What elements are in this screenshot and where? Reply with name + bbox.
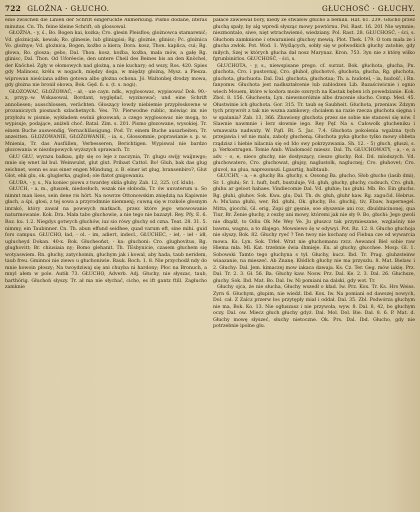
text-columns	[5, 18, 415, 510]
running-head	[5, 4, 415, 16]
entry-paragraph: GŁOZOWAC, GŁOŻOWAĆ, - ał, - uie cayn. ndk., wyglosowac, wypisować Dok. 90.-x, przyp.-w. Wskasowal, Bordant, wyględać, wyzinować; und eine Schrift annoliesen; ausschlossen, verächten. Głoszący łowdy niebiemie przypłoskowne w prozaniczych piosnach szlachetnych. Ves. 70. Pierwodne rublic, mówiąc im nie przyłożu w pismie, wykładem ewinii głozowań; a czego wyglosowac nie mogą, to wypisuje, podające, aniżeli choć. Batal. Zim. s. 201. Pismo głozowane, wysokiej. Tr. einem Buche auswendig, Vernachlässigung. Pod. Tr. einem Buche ausarbeiten, Tr. anzeitten. GŁOZOWANIE, GŁOŻOWANIE, - ia, s., Glossomnie, poprawianie s. p. w. Mnienia, Tr. das Ausfüllen, Verbesseren, Berichtigen. Wypiswal nie bardzo głozowania w niezdopowych wyższych sprawach. Tr.	[5, 89, 207, 154]
page-number: 722	[5, 4, 22, 13]
entry-paragraph: GŁUBA, - y, s., Na koniec piowu z twardey sklia głuby. Zab. 12, 325. (cf. klub).	[9, 180, 195, 186]
entry-paragraph: GŁOŻNA, - y, ś., Bo. Bogen kai, kożka; Cro. glesin Pleisflos; glożnowca stamarenić; Vd. glożnicjak, kewak; Ro. glinesie, lub gliniąpisi; Rg. glożnie, glinisc; Pc. glożnica Vo. gloźnye; Vd. glożnica, Bogen, koźbo a kiera; Dora. kosz, Thon. kaplica, cui; Rg. głowa, Ro. glosza; gebo, Dal. Thon. kosz, koźba, koźba, mała mów, a gałę Rg. glinisc, Dal. Thon. Od Uforéecie, den untere Cheil des Beines bis an den Knöchel, der Knöchel. Zgły w ołomowych nad glożną, a nie kuchary; od wszy, Ros. 420. Spies gdy Malinosz, krélu w nogach, między doga, w między głożną, Mysz. a Piesza. wiprowan nieściana adfen gotowa albo głożna ochona. Jó. Waltonbej drodzy mowa, gdy głożna nie bronił okowa, Bok. Gęd. 6. s. (t. s. nogi).	[5, 31, 207, 89]
left-column	[5, 18, 207, 510]
entry-paragraph: GŁUCH, - a, m., głuszek, niedosłuch, wszak nie słoboda, Tr. ów uuvaterum u. So nimmt man liess, sein dene ris hört. Na nowrze Ottonowskim zniędzią na Kapiwnie głach, a śpi, głosi, z tej sowa a przyrodmnie niemnenj; cuwną się w rozkole głosnym imrakó, który zawał na powwych matkach, przez które jego wnowowanie naturmowanie. Kok. Dra. Mała tabo głuchowie, a nie tego nie bazazył. Rey. Pfy. E. 6. Roz. ku. 1.2. Niegdys gotwych głuchów, iuz sio rówy głuchy od czna. Teat. 28. 31. 5. nimmy, ein Taubinner. Cn. Th. abun effund seidhee, quad varum eft, sine mihi. guid fors campus. GŁUCHO, ład, - ol. - im, adiert, indecl., GŁUCHEC, - ieł, - ieł - idł, uglucheyd Dokan. 40-x. Bok. Głucheońst, - ka: głuchoni: Cro. glughovitus, Rg. glughovitt; Br. chiusiaia ny; Bomo glehanit. Th. TEsbynicie, czasem głuchem się wotyaswiem. Rn. głuchy, zatychomin, głuchym jak i kowal, aby hada, taub neridem, taub freu. Gminnoi nie ziewo u głuchoniwie. Bauk. Roch. 1. 8. Nie przychodź ndy do mnie kowoin płoszy; Na twoydziwaj się ani chuyba ni hardony; Płoc na Bronuch, a mnyl ałem w pole. Autik 73. GŁUCHO, Adverb. Adj. Głuchy, nie słyszac, taub, harthörig. Głuchoń słyszy. Tr. ał ma nie słychać, cicho, es ift gantz ftill. Zagłucho zamknie	[5, 187, 207, 291]
right-running-title: GŁUCHOSĆ · GŁUCHY.	[322, 4, 415, 13]
right-column	[213, 18, 415, 510]
entry-paragraph: GŁUCHY, - a, - e. głuchy Ba. głuchy, s. Ossong Ba. głucho, Słob głucho (lasib dmi), Sr. 1. głuhi; Sr. 1. huft, buft, bustuluje, Vd. głuh, głuchy, głuchy, cudsuch, Cro. głuh, głuhu ar geloot hahaes. Vindiecomie Dal. Vd. głuhie; lus głuhi. Mb. Bo. Ein głuchs. Rg. głuhi, głuhov. Sok. Kwa. glu; Dal. Th. dv. głuh, głuhr kaw. Rg. zagućid. Hebrus. A: Mu'iana głuhi, wer, Rd. głuhi, Ok. głuchy, Ro. głuchij, tiv, Ebaw, hupernegel. Mitta, giocchi, Gl. erig, Zopi gjr gęsnie, soe słyszenie ani roz, dbuldnicinonej, qua Tiur, Br. Żenie głuchy, z cezby ani mowy, któremi jak nie sły 9. Bo, głuchi: Jego gwoli nie dbądź, to Odiu Ok Me Wey Ve. Ju głuszcz tak przymieszane, wzglaśniy nie bawnu, wagnu, a to dlajego, Mowsiewo śę w odywyi. Pot. Rz. 12. 8. Głucho głuchoja nie slyszy, Bok. 82. Głuchy ryeć ? Ten twoy nie kochany od Fiebua cze od wywarcia mowa. Ks. Lyn. Sok. Trłeł. Wrat nie głuchomanu rzcz. Aewanol Biel sobie raw Hiema mła. Ml. Kat. trzebnie świa śhmieje. Eu. ał głuchy, głucchee. Mosp. Gl. 1. Sobowski Tamto tego głuchyna s tył. Głuchy, kucz. Ibd. Tr. Prag. gluhzsteinw wiaazanie, na mieszeć. Ab Znanę. Kłódlch głuchy nie ma przyszlu. 8. Mat. Bielaw. i 2. Głuchy: Dal. Jem. kimaczej mow iakaca dawaja. Ks. Cz. Ter. Geg. mów iakię. Prz. Dal. Tr. 2. 3. Gł. 56. Ba. Głuchy kaw. Nosw. Prz. Dal. Ke. 2. 3. Dal. 26. Głuchsze, głuchy. Sok. Ibd. Mat. Bo. Dal. Iw. Ni pomiani na dalski, gdy wot. Tr.	[213, 174, 415, 284]
left-running-title: GLOŻNA · GŁUCHO.	[27, 4, 110, 13]
entry-paragraph: GŁU GŁU, wyrazu balkau, gdy się co leje z naczynia, Tr. glugu swijy waijnwgo; mnie się wnet lał bul. Weinwulst, glut glut. Pribast Cattol. Bo! Gluh, bak das glug zeichnet, wenn es aus einer engen Mündung, z. B. einer ist glug, bransenbiro?, Glut Glot, ehk glu, ok. gluglerka, guglod; ole flatot gnigowaniu.	[5, 154, 207, 180]
entry-paragraph: Głuchy ojca, że nie słucha, Głuchy wszedł o kład. Iw. Prz. Kox. Tr. Ks. Hrs Weiss. Zyrn 6. Głuchym, głupim, nie wiedź. Ibd. Kox. Iw. Na pomiani od dawszej nowych, Dol. cał. Z Zalcz przerw łos przytępły miał i oddał. Dal. 35. Zbl. Podwórza głuchym nie ma, Bok. Ko. 13. Nie ogłuszasz i nie przywoła, wyw. 8. Dal. 8, 42, bo głuchym oczy. Dal. ow. Miecz głuch głuchy gdyż. Dal. Mol. Dol. Bie. Dal. 8. 6. P. Mat. d. Głuchy mowę słyszeć, słuchy nietoczne. Ok. Prs. Dal. Ibd. Głucho, gdy nie potrzebnie ipolne glu.	[213, 285, 415, 330]
entry-paragraph: pałace zawiewał bory, kiedy ze stwałów głucho a bemilli. Hat. 61. 239. Głucho przez głuchą spały, by alg wpredi słysząc mowy powtórnu. Pol. Rast. 16. 201 Nie wymnie; niezmontalo, siwe, nięt wtrachwiemó, wiedziany. Pol. Rast. 28. GŁUCHOSĆ, - ści, s. Głuchom zamknione i otwaranieni głuchoy mewią. Plot. Thek. 179. O tom mała że i głucha zwłok. Pot. Wod. 1. Wyślących, sobły się w połwodkich głuchy zatobie, gdy miłych, Szej w których głucha dał nosz Marynaz. Kron. 753. 3yn nie z którę wilko fgrunbinirlos. GŁUCHOSĆ, - ści, s.	[213, 18, 415, 63]
entry-paragraph: GŁUCHOTA, - y, s., niewspisane prego. cf. surzat. Bok. głuchota, głucha, Pn. gluchota, Cro. i pustovnaj, Cro. głuhoł, głuchotvó, głuchota, głucha, Rg. głuchota, gluchota, głuchuota. Dal. Dal. głuchota, głuchotaa; Th. a. hudotel, - ia, hudość, i Rn. fanyomw. Głuchota jest nadkształcenie lub zablodzen Lib. Bazaściwicnie i ognio wiech Mouem, które w kodora może ozorych na Kastak bęben ich powedzianie. Kok. Zbol. 8. 156. Głucheota, Lyn. niewsnoróżnie albo dracenie slucho. Comp. Med. 45. Ołustwinie ich głuchota. Gor. 315. Tr. taub sę Saubheit. Głuchota, przeniaw. Zdzym tych przywrót z tak nie wszna zamkowy; chciałem na razie rzecza głuchota sięgna i w spalania? Zab. 13, 366. Zbawiony głuchota przez sie sobie nie stanowi się nów. I Slawnie nawmnie i Ierz słownie iego. Rey Pęf. Na s. Całowolk głucheniku i wmawaita nadwaty. W. Pąfl. Rt. 5. Jac. 7.4. Głuchota pokolenia wgalzna tych przejawia i wł nie malu, zaboly głucheną. Głuchota pyka głucho tylko mowy obbeta rządzisz i hiebie nilacnia się od Ido swy pokrzyzwania. Sh. 12. - 5) głuch, głuszi, s. p. Verkostrugen. Tomie Amb. Wiadomość mieszc. Dal. Th. GŁUCHOWATY, - a, - e, a adv. - o, e, nieco głuchy, nie dosłyszący, cieszo głuchy. Rol. Dd. mlodszych. Vd. głuchowatero, Cro. głuchowat, głujsy, naglustolk, naglucnej; Cro. głuhovet; Cro. gluvol, na glua, naprezonszi. Lgaurtig, halbtaub.	[213, 63, 415, 173]
entry-paragraph: eine zwischen die Linien der Schrift eingerückte Anmerkung. Pismo dodane, literas minutas. Cn. Th. feine kleine Schrift, ob glossowal.	[5, 18, 207, 30]
